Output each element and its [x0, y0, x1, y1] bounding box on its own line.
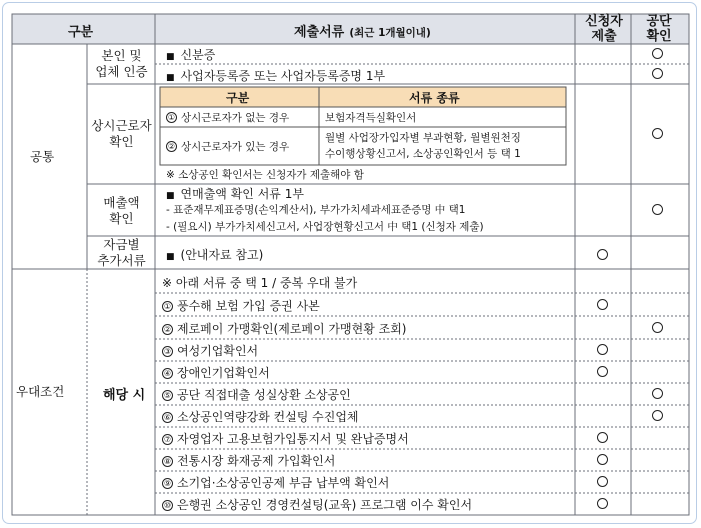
num-icon: ⑩: [163, 501, 172, 510]
num-icon: ③: [163, 347, 172, 356]
subtable-row2-label-text: 상시근로자가 있는 경우: [181, 141, 290, 153]
preference-item-text: 소상공인역량강화 컨설팅 수진업체: [177, 410, 359, 424]
subtable-row1-label: [166, 110, 289, 125]
agency-check-icon: [652, 388, 663, 399]
applicant-check-icon: [597, 476, 608, 487]
agency-check-icon: [652, 322, 663, 333]
subtable-row2-label: [166, 139, 289, 154]
sales-item-1-text: 연매출액 확인 서류 1부: [180, 187, 304, 201]
applicant-check-icon: [597, 366, 608, 377]
identity-item-1-text: 신분증: [180, 48, 216, 62]
preference-item: [162, 386, 351, 403]
preference-item-text: 장애인기업확인서: [177, 366, 270, 380]
fund-label: [88, 237, 155, 269]
bullet-icon: ■: [166, 252, 175, 262]
agency-check-icon: [652, 410, 663, 421]
subtable-row1-doc: 보험자격득실확인서: [325, 112, 417, 124]
num-icon: ⑨: [163, 479, 172, 488]
num-icon: ①: [163, 302, 172, 311]
fund-item-1-text: (안내자료 참고): [180, 248, 264, 262]
sales-label-line1: 매출액: [103, 195, 140, 210]
sales-item-3: - (필요시) 부가가치세신고서, 사업장현황신고서 中 택1 (신청자 제출): [166, 221, 484, 233]
subtable-head-doctype: 서류 종류: [409, 91, 460, 105]
identity-item-2: [166, 67, 385, 84]
sales-label: [88, 195, 155, 227]
employee-label-line2: 확인: [109, 134, 134, 149]
agency-check-icon: [652, 68, 663, 79]
header-applicant: [582, 14, 626, 44]
applicant-check-icon: [597, 498, 608, 509]
fund-label-line1: 자금별: [103, 237, 140, 252]
header-documents: [294, 21, 431, 40]
preference-item: [162, 430, 409, 447]
applicant-check-icon: [597, 249, 608, 260]
employee-note: ※ 소상공인 확인서는 신청자가 제출해야 함: [166, 169, 364, 181]
header-category: 구분: [68, 25, 94, 40]
preference-sub-label: 해당 시: [103, 388, 146, 403]
fund-label-line2: 추가서류: [97, 253, 146, 268]
preference-item-text: 공단 직접대출 성실상환 소상공인: [177, 388, 351, 402]
header-applicant-line2: 제출: [591, 29, 617, 44]
preference-note: ※ 아래 서류 중 택 1 / 중복 우대 불가: [162, 276, 358, 290]
agency-check-icon: [652, 48, 663, 59]
sales-label-line2: 확인: [109, 211, 134, 226]
header-applicant-line1: 신청자: [585, 14, 623, 29]
header-documents-label: 제출서류: [294, 25, 345, 40]
num-icon: ⑥: [163, 413, 172, 422]
common-label: 공통: [30, 149, 55, 164]
applicant-check-icon: [597, 454, 608, 465]
subtable-row2-doc-line1: 월별 사업장가입자별 부과현황, 월별원천징: [325, 132, 521, 144]
preference-item-text: 은행권 소상공인 경영컨설팅(교육) 프로그램 이수 확인서: [177, 498, 473, 512]
subtable-row2-doc-line2: 수이행상황신고서, 소상공인확인서 등 택 1: [325, 148, 521, 160]
bullet-icon: ■: [166, 191, 175, 201]
bullet-icon: ■: [166, 73, 175, 83]
identity-item-2-text: 사업자등록증 또는 사업자등록증명 1부: [180, 69, 386, 83]
identity-label-line2: 업체 인증: [95, 64, 148, 79]
sales-item-2: - 표준재무제표증명(손익계산서), 부가가치세과세표준증명 中 택1: [166, 204, 466, 216]
num-icon: ④: [163, 369, 172, 378]
preference-item: [162, 408, 359, 425]
num-1-icon: ①: [167, 113, 176, 122]
applicant-check-icon: [597, 432, 608, 443]
bullet-icon: ■: [166, 52, 175, 62]
preference-label: 우대조건: [16, 384, 65, 399]
subtable-head-category: 구분: [226, 91, 250, 105]
header-agency-line1: 공단: [646, 14, 672, 29]
num-2-icon: ②: [167, 142, 176, 151]
preference-item: [162, 297, 320, 314]
employee-label-line1: 상시근로자: [91, 118, 152, 133]
preference-item: [162, 474, 389, 491]
header-documents-note: (최근 1개월이내): [349, 27, 431, 39]
agency-check-icon: [652, 204, 663, 215]
preference-item-text: 전통시장 화재공제 가입확인서: [177, 454, 336, 468]
employee-label: [88, 118, 155, 150]
preference-item-text: 풍수해 보험 가입 증권 사본: [177, 299, 320, 313]
applicant-check-icon: [597, 344, 608, 355]
preference-item-text: 여성기업확인서: [177, 344, 259, 358]
subtable-row1-label-text: 상시근로자가 없는 경우: [181, 112, 290, 124]
preference-item-text: 소기업·소상공인공제 부금 납부액 확인서: [177, 476, 390, 490]
applicant-check-icon: [597, 299, 608, 310]
preference-item-text: 제로페이 가맹확인(제로페이 가맹현황 조회): [177, 322, 407, 336]
preference-item: [162, 452, 335, 469]
num-icon: ②: [163, 325, 172, 334]
identity-label-line1: 본인 및: [101, 48, 142, 63]
preference-item: [162, 320, 406, 337]
header-agency-line2: 확인: [646, 29, 672, 44]
identity-item-1: [166, 46, 215, 63]
fund-item-1: [166, 246, 263, 263]
preference-item: [162, 364, 270, 381]
identity-label: [88, 48, 155, 80]
header-agency: [637, 14, 681, 44]
preference-item-text: 자영업자 고용보험가입통지서 및 완납증명서: [177, 432, 409, 446]
preference-item: [162, 342, 258, 359]
preference-item: [162, 496, 472, 513]
sales-item-1: [166, 185, 304, 202]
subtable-row2-doc: [325, 130, 521, 162]
agency-check-icon: [652, 128, 663, 139]
num-icon: ⑧: [163, 457, 172, 466]
num-icon: ⑤: [163, 391, 172, 400]
num-icon: ⑦: [163, 435, 172, 444]
